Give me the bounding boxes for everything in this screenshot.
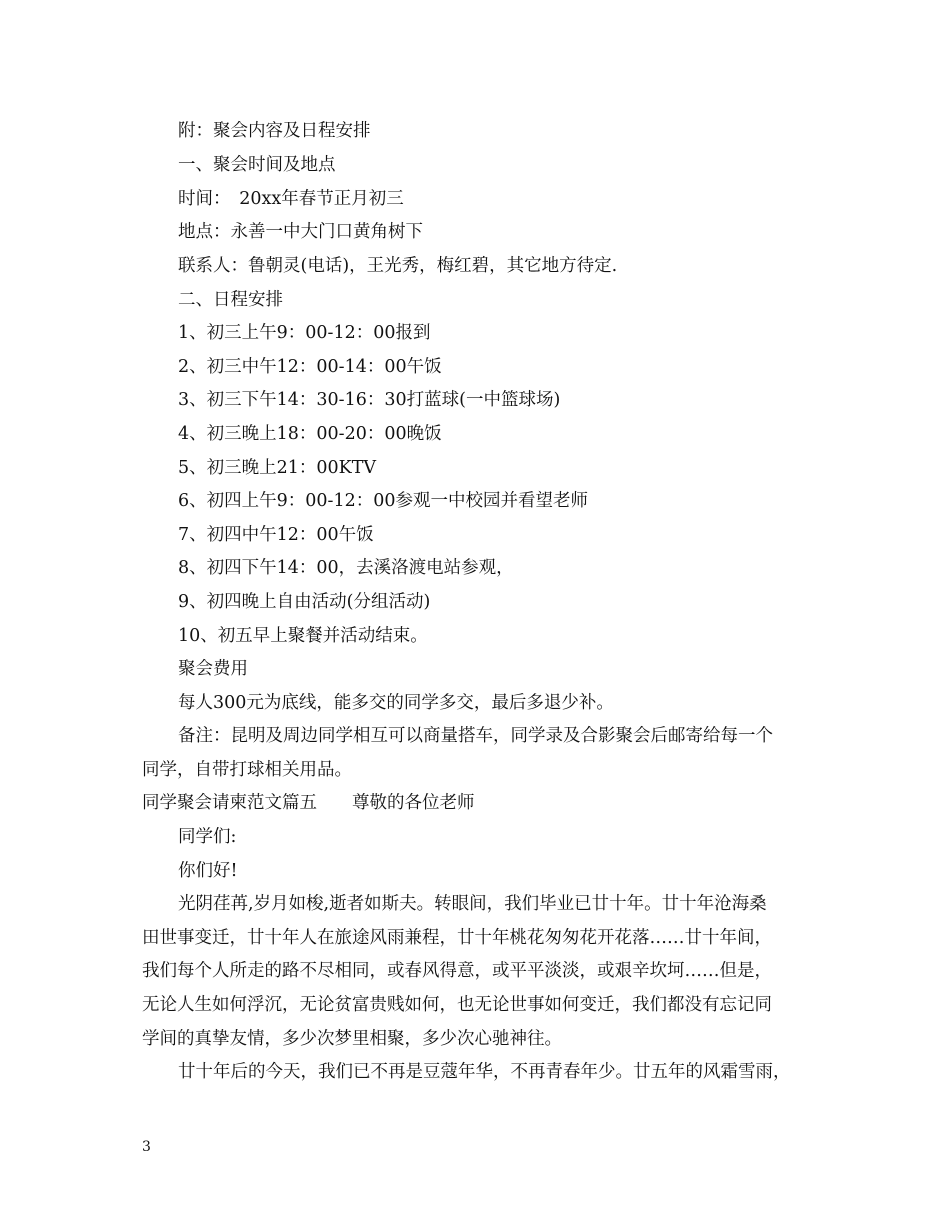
note-line: 备注：昆明及周边同学相互可以商量搭车，同学录及合影聚会后邮寄给每一个 [178,726,773,746]
body-paragraph-line: 光阴荏苒,岁月如梭,逝者如斯夫。转眼间，我们毕业已廿十年。廿十年沧海桑 [178,894,767,914]
fee-heading: 聚会费用 [178,659,248,679]
schedule-item: 3、初三下午14：30-16：30打蓝球(一中篮球场) [178,390,561,410]
fee-line: 每人300元为底线，能多交的同学多交，最后多退少补。 [178,693,614,713]
appendix-heading: 附：聚会内容及日程安排 [178,121,371,141]
section-2-heading: 二、日程安排 [178,290,283,310]
note-line-cont: 同学，自带打球相关用品。 [142,760,352,780]
schedule-item: 5、初三晚上21：00KTV [178,458,377,478]
location-line: 地点：永善一中大门口黄角树下 [178,222,423,242]
greeting-line: 你们好! [178,861,238,881]
body-paragraph-line: 无论人生如何浮沉，无论贫富贵贱如何，也无论世事如何变迁，我们都没有忘记同 [142,995,772,1015]
body-paragraph-line: 田世事变迁，廿十年人在旅途风雨兼程，廿十年桃花匆匆花开花落……廿十年间， [142,928,772,948]
schedule-item: 7、初四中午12：00午饭 [178,525,374,545]
schedule-item: 2、初三中午12：00-14：00午饭 [178,357,442,377]
section-1-heading: 一、聚会时间及地点 [178,155,336,175]
schedule-item: 9、初四晚上自由活动(分组活动) [178,592,431,612]
body-paragraph-line: 我们每个人所走的路不尽相同，或春风得意，或平平淡淡，或艰辛坎坷……但是， [142,961,772,981]
invitation-title: 同学聚会请柬范文篇五 尊敬的各位老师 [142,793,475,813]
schedule-item: 4、初三晚上18：00-20：00晚饭 [178,424,442,444]
schedule-item: 8、初四下午14：00，去溪洛渡电站参观， [178,558,514,578]
schedule-item: 6、初四上午9：00-12：00参观一中校园并看望老师 [178,491,588,511]
schedule-item: 1、初三上午9：00-12：00报到 [178,323,431,343]
salutation-line: 同学们: [178,827,237,847]
body-paragraph-line: 廿十年后的今天，我们已不再是豆蔻年华，不再青春年少。廿五年的风霜雪雨， [178,1062,791,1082]
page-number: 3 [142,1139,151,1155]
body-paragraph-line: 学间的真挚友情，多少次梦里相聚，多少次心驰神往。 [142,1029,562,1049]
time-line: 时间： 20xx年春节正月初三 [178,189,404,209]
contact-line: 联系人：鲁朝灵(电话)，王光秀，梅红碧，其它地方待定. [178,256,618,276]
schedule-item: 10、初五早上聚餐并活动结束。 [178,626,428,646]
